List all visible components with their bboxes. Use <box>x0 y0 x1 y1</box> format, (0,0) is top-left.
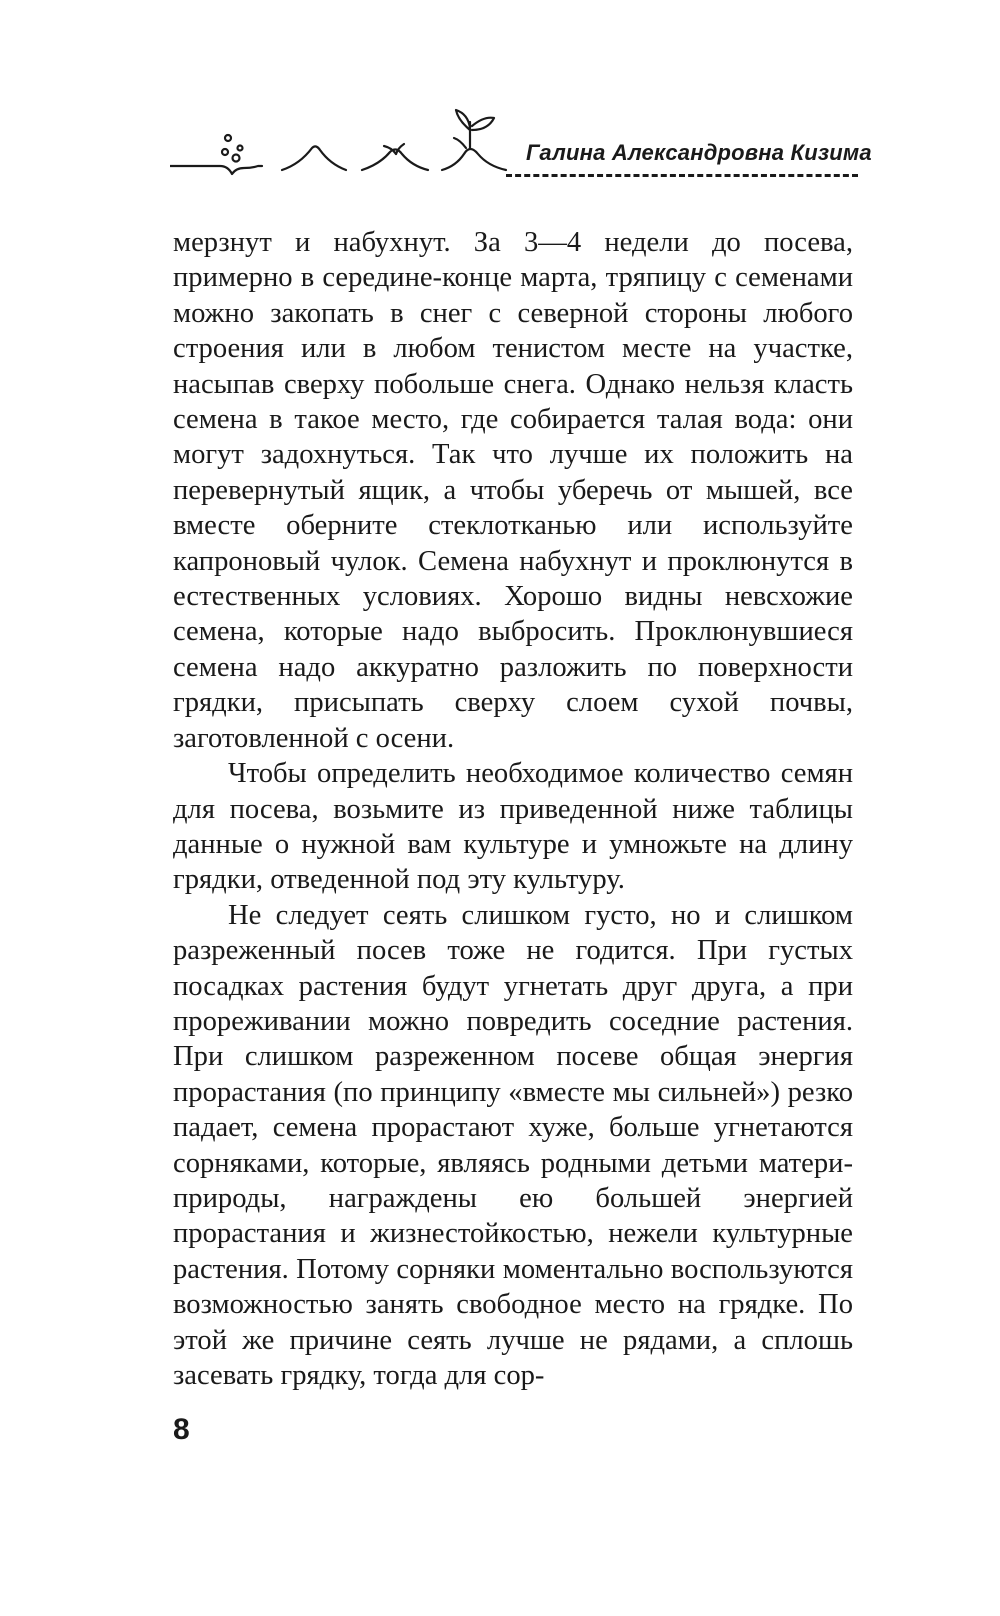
running-header <box>170 108 872 188</box>
sprouting-seeds-icon <box>170 108 510 188</box>
header-dashed-rule <box>506 174 858 177</box>
paragraph-3: Не следует сеять слишком густо, но и слишком разреженный посев тоже не годится. При густых посадках растения будут угнетать друг друга, а при прореживании можно повредить соседние растения. При слишком разреженном посеве общая энергия прорастания (по принципу «вместе мы сильней») резко падает, семена прорастают хуже, больше угнетаются сорняками, которые, являясь родными детьми матери-природы, награждены ею большей энергией прорастания и жизнестойкостью, нежели культурные растения. Потому сорняки моментально воспользуются возможностью занять свободное место на грядке. По этой же причине сеять лучше не рядами, а сплошь засевать грядку, тогда для сор- <box>173 899 853 1391</box>
body-text <box>173 225 853 1393</box>
paragraph-2: Чтобы определить необходимое количество семян для посева, возьмите из приведенной ниже таблицы данные о нужной вам культуре и умножьте на длину грядки, отведенной под эту культуру. <box>173 758 853 896</box>
author-name: Галина Александровна Кизима <box>526 140 872 165</box>
paragraph-1: мерзнут и набухнут. За 3—4 недели до посева, примерно в середине-конце марта, тряпицу с семенами можно закопать в снег с северной стороны любого строения или в любом тенистом месте на участке, насыпав сверху побольше снега. Однако нельзя класть семена в такое место, где собирается талая вода: они могут задохнуться. Так что лучше их положить на перевернутый ящик, а чтобы уберечь от мышей, все вместе оберните стеклотканью или используйте капроновый чулок. Семена набухнут и проклюнутся в естественных условиях. Хорошо видны невсхожие семена, которые надо выбросить. Проклюнувшиеся семена надо аккуратно разложить по поверхности грядки, присыпать сверху слоем сухой почвы, заготовленной с осени. <box>173 227 853 754</box>
page-number: 8 <box>173 1413 190 1446</box>
